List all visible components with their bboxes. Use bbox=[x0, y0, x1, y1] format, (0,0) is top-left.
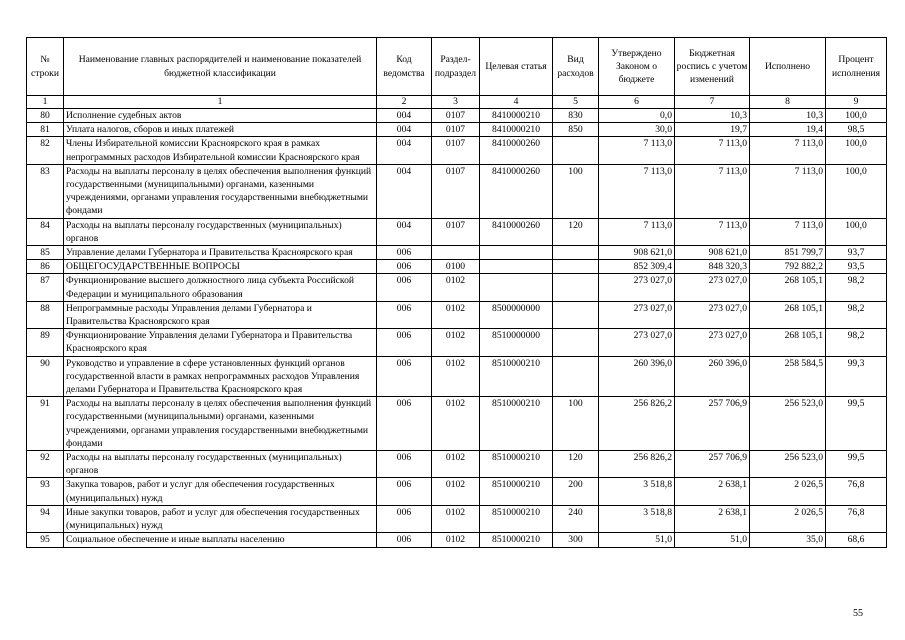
percent-value: 100,0 bbox=[826, 218, 887, 245]
table-row bbox=[27, 451, 887, 478]
row-number: 90 bbox=[27, 356, 64, 397]
section-code: 0102 bbox=[432, 356, 480, 397]
budget-value: 7 113,0 bbox=[675, 137, 750, 164]
approved-value: 0,0 bbox=[599, 109, 675, 123]
target-code: 8510000210 bbox=[480, 451, 553, 478]
section-code: 0102 bbox=[432, 478, 480, 505]
row-name: Руководство и управление в сфере установленных функций органов государственной власти в рамках непрограммных расходов Управления делами Губернатора и Правительства Красноярского края bbox=[64, 356, 377, 397]
executed-value: 19,4 bbox=[750, 123, 826, 137]
dept-code: 006 bbox=[377, 451, 432, 478]
header-section: Раздел-подраздел bbox=[432, 38, 480, 96]
expense-type: 120 bbox=[553, 451, 599, 478]
target-code: 8510000210 bbox=[480, 505, 553, 532]
budget-value: 908 621,0 bbox=[675, 246, 750, 260]
executed-value: 258 584,5 bbox=[750, 356, 826, 397]
percent-value: 68,6 bbox=[826, 533, 887, 547]
row-name: Расходы на выплаты персоналу государственных (муниципальных) органов bbox=[64, 451, 377, 478]
dept-code: 006 bbox=[377, 274, 432, 301]
column-number-row bbox=[27, 96, 887, 109]
row-name: Расходы на выплаты персоналу в целях обеспечения выполнения функций государственными (муниципальными) органами, казенными учреждениями, органами управления государственными внебюджетными фондами bbox=[64, 397, 377, 451]
column-number: 7 bbox=[675, 96, 750, 109]
expense-type: 300 bbox=[553, 533, 599, 547]
dept-code: 004 bbox=[377, 137, 432, 164]
header-dept-code: Код ведомства bbox=[377, 38, 432, 96]
row-name: Управление делами Губернатора и Правительства Красноярского края bbox=[64, 246, 377, 260]
expense-type: 240 bbox=[553, 505, 599, 532]
target-code: 8510000210 bbox=[480, 356, 553, 397]
column-number: 2 bbox=[377, 96, 432, 109]
row-name: ОБЩЕГОСУДАРСТВЕННЫЕ ВОПРОСЫ bbox=[64, 260, 377, 274]
target-code: 8510000210 bbox=[480, 397, 553, 451]
expense-type bbox=[553, 329, 599, 356]
row-number: 89 bbox=[27, 329, 64, 356]
budget-value: 7 113,0 bbox=[675, 218, 750, 245]
header-name: Наименование главных распорядителей и наименование показателей бюджетной классификации bbox=[64, 38, 377, 96]
column-number: 1 bbox=[27, 96, 64, 109]
expense-type: 120 bbox=[553, 218, 599, 245]
header-target-item: Целевая статья bbox=[480, 38, 553, 96]
column-number: 5 bbox=[553, 96, 599, 109]
row-number: 84 bbox=[27, 218, 64, 245]
approved-value: 3 518,8 bbox=[599, 478, 675, 505]
dept-code: 006 bbox=[377, 397, 432, 451]
header-budget-list: Бюджетная роспись с учетом изменений bbox=[675, 38, 750, 96]
dept-code: 006 bbox=[377, 329, 432, 356]
section-code: 0107 bbox=[432, 123, 480, 137]
column-number: 3 bbox=[432, 96, 480, 109]
executed-value: 7 113,0 bbox=[750, 164, 826, 218]
executed-value: 792 882,2 bbox=[750, 260, 826, 274]
section-code: 0100 bbox=[432, 260, 480, 274]
percent-value: 98,2 bbox=[826, 274, 887, 301]
percent-value: 98,2 bbox=[826, 329, 887, 356]
row-number: 86 bbox=[27, 260, 64, 274]
target-code: 8410000210 bbox=[480, 109, 553, 123]
expense-type bbox=[553, 274, 599, 301]
budget-value: 7 113,0 bbox=[675, 164, 750, 218]
percent-value: 98,5 bbox=[826, 123, 887, 137]
section-code: 0102 bbox=[432, 451, 480, 478]
table-row bbox=[27, 109, 887, 123]
row-number: 83 bbox=[27, 164, 64, 218]
table-row bbox=[27, 356, 887, 397]
section-code: 0102 bbox=[432, 274, 480, 301]
header-row bbox=[27, 38, 887, 96]
row-number: 88 bbox=[27, 301, 64, 328]
approved-value: 3 518,8 bbox=[599, 505, 675, 532]
dept-code: 006 bbox=[377, 246, 432, 260]
row-number: 91 bbox=[27, 397, 64, 451]
header-approved: Утверждено Законом о бюджете bbox=[599, 38, 675, 96]
budget-value: 10,3 bbox=[675, 109, 750, 123]
budget-value: 273 027,0 bbox=[675, 329, 750, 356]
header-row-no: № строки bbox=[27, 38, 64, 96]
expense-type bbox=[553, 260, 599, 274]
budget-value: 2 638,1 bbox=[675, 505, 750, 532]
target-code bbox=[480, 246, 553, 260]
approved-value: 256 826,2 bbox=[599, 451, 675, 478]
percent-value: 76,8 bbox=[826, 478, 887, 505]
executed-value: 256 523,0 bbox=[750, 397, 826, 451]
percent-value: 99,3 bbox=[826, 356, 887, 397]
section-code bbox=[432, 246, 480, 260]
section-code: 0102 bbox=[432, 397, 480, 451]
budget-table bbox=[26, 37, 887, 548]
budget-value: 257 706,9 bbox=[675, 397, 750, 451]
approved-value: 908 621,0 bbox=[599, 246, 675, 260]
dept-code: 004 bbox=[377, 123, 432, 137]
table-row bbox=[27, 301, 887, 328]
section-code: 0107 bbox=[432, 164, 480, 218]
approved-value: 273 027,0 bbox=[599, 301, 675, 328]
row-number: 93 bbox=[27, 478, 64, 505]
table-row bbox=[27, 260, 887, 274]
executed-value: 2 026,5 bbox=[750, 478, 826, 505]
section-code: 0107 bbox=[432, 109, 480, 123]
row-number: 82 bbox=[27, 137, 64, 164]
percent-value: 76,8 bbox=[826, 505, 887, 532]
target-code: 8410000260 bbox=[480, 137, 553, 164]
column-number: 8 bbox=[750, 96, 826, 109]
percent-value: 100,0 bbox=[826, 137, 887, 164]
approved-value: 30,0 bbox=[599, 123, 675, 137]
expense-type: 100 bbox=[553, 164, 599, 218]
budget-value: 257 706,9 bbox=[675, 451, 750, 478]
section-code: 0107 bbox=[432, 218, 480, 245]
row-name: Расходы на выплаты персоналу в целях обеспечения выполнения функций государственными (муниципальными) органами, казенными учреждениями, органами управления государственными внебюджетными фондами bbox=[64, 164, 377, 218]
approved-value: 260 396,0 bbox=[599, 356, 675, 397]
row-name: Функционирование Управления делами Губернатора и Правительства Красноярского края bbox=[64, 329, 377, 356]
expense-type bbox=[553, 356, 599, 397]
percent-value: 93,5 bbox=[826, 260, 887, 274]
target-code: 8500000000 bbox=[480, 301, 553, 328]
dept-code: 006 bbox=[377, 301, 432, 328]
budget-value: 273 027,0 bbox=[675, 274, 750, 301]
page-number: 55 bbox=[853, 608, 863, 619]
percent-value: 100,0 bbox=[826, 164, 887, 218]
executed-value: 7 113,0 bbox=[750, 137, 826, 164]
table-row bbox=[27, 246, 887, 260]
target-code: 8410000210 bbox=[480, 123, 553, 137]
dept-code: 004 bbox=[377, 164, 432, 218]
column-number: 4 bbox=[480, 96, 553, 109]
column-number: 6 bbox=[599, 96, 675, 109]
approved-value: 7 113,0 bbox=[599, 164, 675, 218]
target-code bbox=[480, 260, 553, 274]
expense-type: 850 bbox=[553, 123, 599, 137]
table-row bbox=[27, 397, 887, 451]
row-name: Функционирование высшего должностного лица субъекта Российской Федерации и муниципального образования bbox=[64, 274, 377, 301]
table-row bbox=[27, 218, 887, 245]
section-code: 0102 bbox=[432, 505, 480, 532]
row-name: Расходы на выплаты персоналу государственных (муниципальных) органов bbox=[64, 218, 377, 245]
approved-value: 256 826,2 bbox=[599, 397, 675, 451]
header-percent: Процент исполнения bbox=[826, 38, 887, 96]
table-row bbox=[27, 478, 887, 505]
column-number: 1 bbox=[64, 96, 377, 109]
approved-value: 273 027,0 bbox=[599, 274, 675, 301]
budget-value: 273 027,0 bbox=[675, 301, 750, 328]
table-row bbox=[27, 137, 887, 164]
column-number: 9 bbox=[826, 96, 887, 109]
approved-value: 7 113,0 bbox=[599, 137, 675, 164]
percent-value: 99,5 bbox=[826, 451, 887, 478]
row-name: Непрограммные расходы Управления делами Губернатора и Правительства Красноярского края bbox=[64, 301, 377, 328]
row-name: Иные закупки товаров, работ и услуг для обеспечения государственных (муниципальных) нужд bbox=[64, 505, 377, 532]
dept-code: 006 bbox=[377, 478, 432, 505]
approved-value: 7 113,0 bbox=[599, 218, 675, 245]
target-code: 8410000260 bbox=[480, 164, 553, 218]
expense-type bbox=[553, 301, 599, 328]
dept-code: 004 bbox=[377, 109, 432, 123]
target-code bbox=[480, 274, 553, 301]
executed-value: 10,3 bbox=[750, 109, 826, 123]
section-code: 0102 bbox=[432, 533, 480, 547]
budget-value: 51,0 bbox=[675, 533, 750, 547]
row-number: 87 bbox=[27, 274, 64, 301]
target-code: 8410000260 bbox=[480, 218, 553, 245]
expense-type: 200 bbox=[553, 478, 599, 505]
table-row bbox=[27, 164, 887, 218]
target-code: 8510000210 bbox=[480, 478, 553, 505]
row-name: Уплата налогов, сборов и иных платежей bbox=[64, 123, 377, 137]
target-code: 8510000210 bbox=[480, 533, 553, 547]
budget-value: 2 638,1 bbox=[675, 478, 750, 505]
executed-value: 2 026,5 bbox=[750, 505, 826, 532]
table-row bbox=[27, 533, 887, 547]
approved-value: 51,0 bbox=[599, 533, 675, 547]
section-code: 0107 bbox=[432, 137, 480, 164]
executed-value: 851 799,7 bbox=[750, 246, 826, 260]
row-number: 81 bbox=[27, 123, 64, 137]
row-name: Исполнение судебных актов bbox=[64, 109, 377, 123]
expense-type bbox=[553, 246, 599, 260]
row-number: 92 bbox=[27, 451, 64, 478]
expense-type: 100 bbox=[553, 397, 599, 451]
row-number: 94 bbox=[27, 505, 64, 532]
executed-value: 256 523,0 bbox=[750, 451, 826, 478]
expense-type: 830 bbox=[553, 109, 599, 123]
budget-value: 260 396,0 bbox=[675, 356, 750, 397]
row-name: Члены Избирательной комиссии Красноярского края в рамках непрограммных расходов Избирательной комиссии Красноярского края bbox=[64, 137, 377, 164]
dept-code: 004 bbox=[377, 218, 432, 245]
row-number: 80 bbox=[27, 109, 64, 123]
section-code: 0102 bbox=[432, 301, 480, 328]
row-number: 95 bbox=[27, 533, 64, 547]
table-row bbox=[27, 123, 887, 137]
dept-code: 006 bbox=[377, 505, 432, 532]
budget-value: 848 320,3 bbox=[675, 260, 750, 274]
percent-value: 98,2 bbox=[826, 301, 887, 328]
approved-value: 273 027,0 bbox=[599, 329, 675, 356]
target-code: 8510000000 bbox=[480, 329, 553, 356]
executed-value: 268 105,1 bbox=[750, 301, 826, 328]
percent-value: 93,7 bbox=[826, 246, 887, 260]
dept-code: 006 bbox=[377, 260, 432, 274]
executed-value: 35,0 bbox=[750, 533, 826, 547]
table-row bbox=[27, 329, 887, 356]
expense-type bbox=[553, 137, 599, 164]
approved-value: 852 309,4 bbox=[599, 260, 675, 274]
executed-value: 268 105,1 bbox=[750, 274, 826, 301]
budget-value: 19,7 bbox=[675, 123, 750, 137]
percent-value: 99,5 bbox=[826, 397, 887, 451]
section-code: 0102 bbox=[432, 329, 480, 356]
header-expense-type: Вид расходов bbox=[553, 38, 599, 96]
row-number: 85 bbox=[27, 246, 64, 260]
table-row bbox=[27, 505, 887, 532]
table-row bbox=[27, 274, 887, 301]
row-name: Социальное обеспечение и иные выплаты населению bbox=[64, 533, 377, 547]
executed-value: 7 113,0 bbox=[750, 218, 826, 245]
dept-code: 006 bbox=[377, 533, 432, 547]
row-name: Закупка товаров, работ и услуг для обеспечения государственных (муниципальных) нужд bbox=[64, 478, 377, 505]
percent-value: 100,0 bbox=[826, 109, 887, 123]
dept-code: 006 bbox=[377, 356, 432, 397]
executed-value: 268 105,1 bbox=[750, 329, 826, 356]
header-executed: Исполнено bbox=[750, 38, 826, 96]
